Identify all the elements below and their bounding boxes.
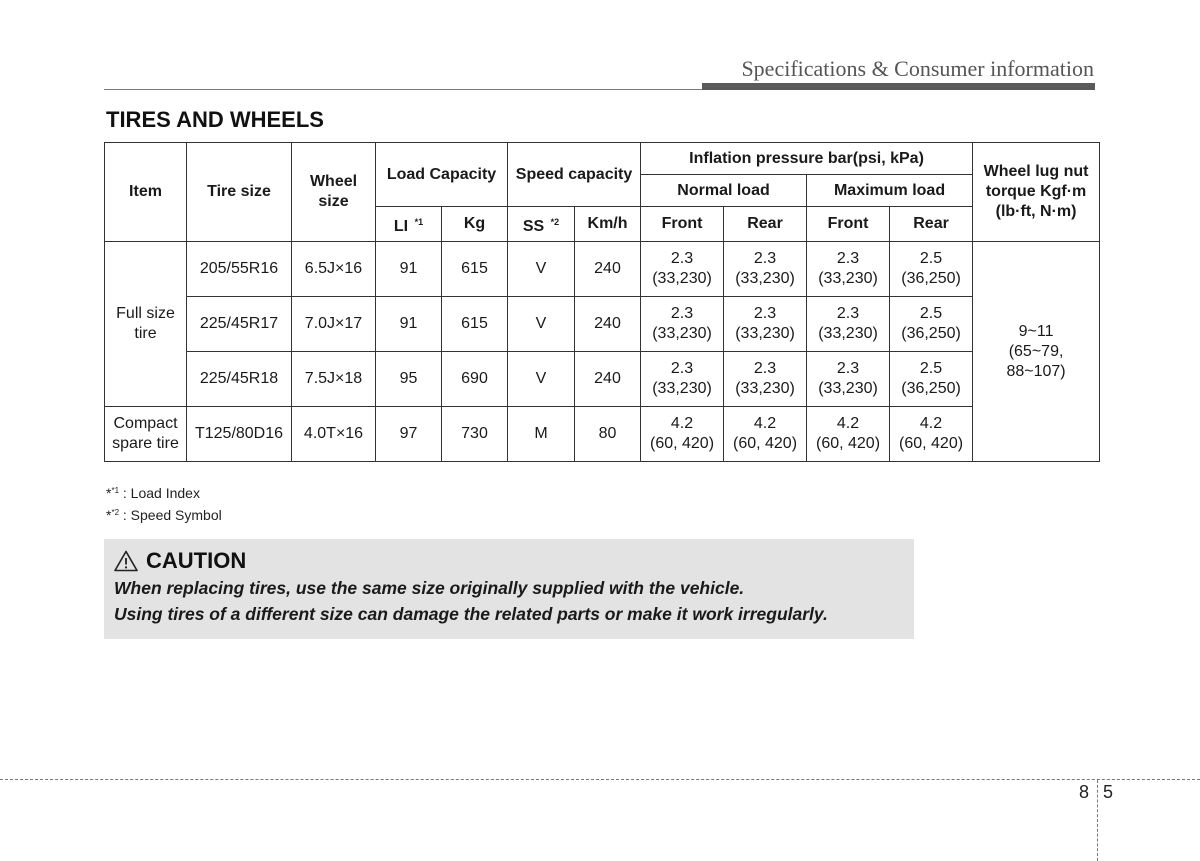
cell-li: 91 [376, 297, 442, 352]
footnote-load-index: *$^{*1}$ : Load Index [106, 485, 200, 501]
cell-li: 95 [376, 352, 442, 407]
cell-ss: V [508, 297, 575, 352]
cell-pressure: 2.5 (36,250) [890, 297, 973, 352]
header-front-max: Front [807, 207, 890, 242]
header-rule-bar [702, 83, 1095, 90]
header-lug-nut-torque: Wheel lug nut torque Kgf·m (lb·ft, N·m) [973, 143, 1100, 242]
page-number: 5 [1103, 782, 1114, 802]
cell-pressure: 2.5 (36,250) [890, 352, 973, 407]
header-maximum-load: Maximum load [807, 175, 973, 207]
section-title: TIRES AND WHEELS [106, 107, 324, 132]
cell-pressure: 2.3 (33,230) [641, 242, 724, 297]
cell-pressure: 4.2 (60, 420) [724, 407, 807, 462]
group-full-size: Full size tire [105, 242, 187, 407]
cell-kmh: 80 [575, 407, 641, 462]
cell-li: 97 [376, 407, 442, 462]
cell-ss: V [508, 352, 575, 407]
caution-text-line: Using tires of a different size can damage the related parts or make it work irregularly. [114, 604, 828, 624]
header-normal-load: Normal load [641, 175, 807, 207]
cell-wheel-size: 7.0J×17 [292, 297, 376, 352]
table-row [105, 297, 1100, 352]
cell-pressure: 2.5 (36,250) [890, 242, 973, 297]
header-load-capacity: Load Capacity [376, 143, 508, 207]
header-front-normal: Front [641, 207, 724, 242]
table-row [105, 407, 1100, 462]
cell-pressure: 2.3 (33,230) [724, 297, 807, 352]
cell-pressure: 2.3 (33,230) [724, 242, 807, 297]
table-row [105, 352, 1100, 407]
chapter-number: 8 [1079, 782, 1090, 802]
header-rear-normal: Rear [724, 207, 807, 242]
header-wheel-size: Wheel size [292, 143, 376, 242]
cell-kmh: 240 [575, 297, 641, 352]
cell-ss: M [508, 407, 575, 462]
table-row [105, 242, 1100, 297]
cell-pressure: 4.2 (60, 420) [641, 407, 724, 462]
cell-li: 91 [376, 242, 442, 297]
header-tire-size: Tire size [187, 143, 292, 242]
caution-box [104, 539, 914, 639]
cell-pressure: 2.3 (33,230) [724, 352, 807, 407]
header-rear-max: Rear [890, 207, 973, 242]
header-inflation-pressure: Inflation pressure bar(psi, kPa) [641, 143, 973, 175]
cell-pressure: 4.2 (60, 420) [890, 407, 973, 462]
cell-pressure: 2.3 (33,230) [641, 352, 724, 407]
cell-kg: 730 [442, 407, 508, 462]
header-speed-capacity: Speed capacity [508, 143, 641, 207]
header-ss: SS $^{*2}$ [508, 207, 575, 242]
header-rule [104, 89, 702, 90]
cell-pressure: 4.2 (60, 420) [807, 407, 890, 462]
group-compact-spare: Compact spare tire [105, 407, 187, 462]
cell-tire-size: T125/80D16 [187, 407, 292, 462]
warning-triangle-icon [114, 550, 138, 572]
cell-kg: 615 [442, 242, 508, 297]
header-item: Item [105, 143, 187, 242]
caution-text-line: When replacing tires, use the same size originally supplied with the vehicle. [114, 578, 745, 598]
tires-wheels-table [104, 142, 1100, 462]
caution-header [114, 547, 904, 575]
cell-tire-size: 205/55R16 [187, 242, 292, 297]
cell-torque: 9~11 (65~79, 88~107) [973, 242, 1100, 462]
running-header: Specifications & Consumer information [741, 56, 1094, 81]
caution-title: CAUTION [146, 548, 247, 573]
cell-tire-size: 225/45R17 [187, 297, 292, 352]
header-kmh: Km/h [575, 207, 641, 242]
cell-wheel-size: 7.5J×18 [292, 352, 376, 407]
page-number-divider [1097, 780, 1098, 861]
cell-pressure: 2.3 (33,230) [807, 297, 890, 352]
cell-kg: 690 [442, 352, 508, 407]
cell-kg: 615 [442, 297, 508, 352]
footer-divider [0, 779, 1200, 780]
cell-wheel-size: 6.5J×16 [292, 242, 376, 297]
cell-pressure: 2.3 (33,230) [641, 297, 724, 352]
cell-kmh: 240 [575, 352, 641, 407]
cell-pressure: 2.3 (33,230) [807, 242, 890, 297]
header-kg: Kg [442, 207, 508, 242]
cell-pressure: 2.3 (33,230) [807, 352, 890, 407]
cell-ss: V [508, 242, 575, 297]
cell-kmh: 240 [575, 242, 641, 297]
cell-tire-size: 225/45R18 [187, 352, 292, 407]
footnote-speed-symbol: *$^{*2}$ : Speed Symbol [106, 507, 222, 523]
cell-wheel-size: 4.0T×16 [292, 407, 376, 462]
footnotes [106, 482, 222, 526]
header-li: LI $^{*1}$ [376, 207, 442, 242]
